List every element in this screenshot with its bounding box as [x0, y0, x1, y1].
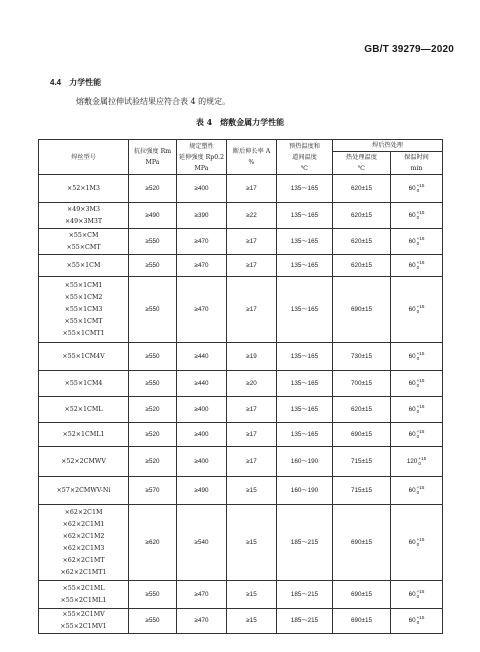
table-row: [39, 609, 443, 634]
pwht-temp-cell: 690±15: [333, 505, 391, 581]
wire-model: ×55×2C1ML: [62, 584, 105, 592]
wire-model-cell: [39, 203, 129, 229]
elongation-cell: ≥15: [227, 477, 277, 505]
yield-cell: ≥540: [177, 505, 227, 581]
table-row: [39, 343, 443, 371]
header-elongation: [227, 140, 277, 175]
tensile-cell: ≥550: [129, 371, 177, 397]
tensile-cell: ≥570: [129, 477, 177, 505]
time-minus: 0: [416, 593, 420, 599]
yield-cell: ≥440: [177, 343, 227, 371]
time-minus: 0: [416, 187, 420, 193]
time-minus: 0: [416, 489, 420, 495]
time-tolerance: [417, 351, 425, 361]
time-tolerance: [417, 404, 425, 414]
wire-model-cell: [39, 371, 129, 397]
time-tolerance: [417, 260, 425, 270]
preheat-cell: 135～165: [277, 397, 333, 423]
wire-model: ×55×1CM3: [64, 305, 103, 313]
time-tolerance: [417, 537, 425, 547]
time-minus: 0: [416, 433, 420, 439]
wire-model: ×52×1CML: [64, 405, 103, 413]
wire-model: ×55×1CMT1: [62, 329, 105, 337]
wire-model-cell: [39, 581, 129, 609]
time-base: 60: [408, 405, 416, 413]
time-tolerance: [417, 378, 425, 388]
time-tolerance: [417, 183, 425, 193]
time-base: 60: [408, 486, 416, 494]
time-plus: +15: [416, 377, 425, 383]
wire-model: ×62×2C1M3: [62, 544, 105, 552]
time-plus: +15: [416, 536, 425, 542]
header-line: ℃: [301, 164, 308, 172]
wire-model-cell: [39, 277, 129, 343]
pwht-temp-cell: 620±15: [333, 229, 391, 255]
time-base: 60: [408, 261, 416, 269]
header-line: MPa: [194, 164, 209, 172]
preheat-cell: 135～165: [277, 423, 333, 447]
tensile-cell: ≥520: [129, 175, 177, 203]
time-tolerance: [417, 589, 425, 599]
time-minus: 0: [416, 308, 420, 314]
header-line: 保温时间: [404, 154, 429, 161]
wire-model-cell: [39, 609, 129, 634]
section-heading: [50, 77, 101, 88]
preheat-cell: 135～165: [277, 255, 333, 277]
body-paragraph: 熔敷金属拉伸试验结果应符合表 4 的规定。: [76, 97, 231, 106]
time-plus: +15: [416, 403, 425, 409]
wire-model: ×55×1CM1: [64, 281, 103, 289]
pwht-time-cell: [391, 477, 443, 505]
time-base: 60: [408, 184, 416, 192]
time-minus: 0: [416, 541, 420, 547]
wire-model: ×52×1CML1: [62, 430, 105, 438]
yield-cell: ≥390: [177, 203, 227, 229]
header-tensile: [129, 140, 177, 175]
elongation-cell: ≥15: [227, 505, 277, 581]
time-base: 60: [408, 211, 416, 219]
wire-model-cell: [39, 343, 129, 371]
table-row: [39, 397, 443, 423]
preheat-cell: 160～190: [277, 477, 333, 505]
section-number: 4.4: [50, 78, 62, 87]
preheat-cell: 135～165: [277, 229, 333, 255]
yield-cell: ≥400: [177, 423, 227, 447]
time-minus: 0: [418, 460, 421, 466]
table-row: [39, 477, 443, 505]
pwht-temp-cell: 690±15: [333, 277, 391, 343]
elongation-cell: ≥17: [227, 397, 277, 423]
tensile-cell: ≥520: [129, 447, 177, 477]
yield-cell: ≥490: [177, 477, 227, 505]
tensile-cell: ≥550: [129, 229, 177, 255]
elongation-cell: ≥22: [227, 203, 277, 229]
preheat-cell: 185～215: [277, 505, 333, 581]
pwht-temp-cell: 700±15: [333, 371, 391, 397]
tensile-cell: ≥550: [129, 255, 177, 277]
pwht-temp-cell: 690±15: [333, 581, 391, 609]
yield-cell: ≥470: [177, 255, 227, 277]
wire-model: ×62×2C1MT: [62, 556, 105, 564]
tensile-cell: ≥520: [129, 423, 177, 447]
wire-model-cell: [39, 255, 129, 277]
time-base: 60: [408, 617, 416, 624]
pwht-time-cell: [391, 609, 443, 634]
table-header-row: [39, 140, 443, 152]
time-tolerance: [417, 304, 425, 314]
pwht-time-cell: [391, 505, 443, 581]
wire-model: ×55×1CMT: [64, 317, 103, 325]
time-tolerance: [417, 210, 425, 220]
time-minus: 0: [416, 620, 420, 626]
time-minus: 0: [416, 214, 420, 220]
wire-model: ×55×2C1MV: [62, 611, 105, 618]
time-tolerance: [418, 456, 426, 466]
pwht-time-cell: [391, 343, 443, 371]
header-line: 热处理温度: [346, 154, 377, 161]
wire-model: ×62×2C1MT1: [60, 568, 107, 576]
tensile-cell: ≥620: [129, 505, 177, 581]
mechanical-properties-table: [38, 139, 443, 634]
wire-model: ×62×2C1M1: [62, 520, 105, 528]
pwht-time-cell: [391, 581, 443, 609]
table-row: [39, 175, 443, 203]
elongation-cell: ≥17: [227, 175, 277, 203]
preheat-cell: 185～215: [277, 609, 333, 634]
elongation-cell: ≥17: [227, 423, 277, 447]
wire-model-cell: [39, 423, 129, 447]
preheat-cell: 135～165: [277, 343, 333, 371]
table-row: [39, 581, 443, 609]
wire-model-cell: [39, 447, 129, 477]
time-plus: +15: [416, 428, 425, 434]
wire-model: ×55×2C1ML1: [60, 596, 107, 604]
header-line: 道间温度: [292, 153, 317, 161]
time-minus: 0: [416, 355, 420, 361]
yield-cell: ≥470: [177, 609, 227, 634]
header-pwht-time: [391, 152, 443, 175]
tensile-cell: ≥490: [129, 203, 177, 229]
header-yield: [177, 140, 227, 175]
time-minus: 0: [416, 240, 420, 246]
pwht-time-cell: [391, 447, 443, 477]
elongation-cell: ≥17: [227, 277, 277, 343]
header-line: 规定塑性: [189, 142, 214, 150]
table-row: [39, 277, 443, 343]
pwht-temp-cell: 715±15: [333, 447, 391, 477]
yield-cell: ≥400: [177, 397, 227, 423]
tensile-cell: ≥550: [129, 277, 177, 343]
wire-model: ×62×2C1M: [64, 508, 103, 516]
time-plus: +15: [416, 259, 425, 265]
wire-model-cell: [39, 175, 129, 203]
time-plus: +15: [416, 615, 425, 621]
header-line: min: [410, 165, 423, 172]
elongation-cell: ≥17: [227, 255, 277, 277]
time-tolerance: [417, 485, 425, 495]
time-base: 60: [408, 430, 416, 438]
time-base: 60: [408, 305, 416, 313]
pwht-time-cell: [391, 423, 443, 447]
wire-model-cell: [39, 505, 129, 581]
wire-model: ×52×1M3: [66, 184, 101, 192]
time-tolerance: [417, 236, 425, 246]
time-plus: +15: [418, 455, 427, 461]
section-title: 力学性能: [69, 77, 102, 87]
wire-model-cell: [39, 397, 129, 423]
yield-cell: ≥400: [177, 175, 227, 203]
elongation-cell: ≥19: [227, 343, 277, 371]
yield-cell: ≥470: [177, 229, 227, 255]
pwht-temp-cell: 690±15: [333, 609, 391, 634]
time-plus: +15: [416, 235, 425, 241]
wire-model: ×49×3M3: [66, 205, 101, 213]
header-line: MPa: [145, 159, 160, 166]
elongation-cell: ≥20: [227, 371, 277, 397]
wire-model: ×55×CMT: [66, 243, 101, 251]
preheat-cell: 135～165: [277, 203, 333, 229]
table-row: [39, 255, 443, 277]
time-minus: 0: [416, 408, 420, 414]
pwht-time-cell: [391, 175, 443, 203]
wire-model-cell: [39, 229, 129, 255]
preheat-cell: 135～165: [277, 175, 333, 203]
time-minus: 0: [416, 264, 420, 270]
pwht-time-cell: [391, 255, 443, 277]
time-base: 60: [408, 237, 416, 245]
preheat-cell: 185～215: [277, 581, 333, 609]
pwht-temp-cell: 730±15: [333, 343, 391, 371]
wire-model: ×55×1CM4: [64, 379, 103, 387]
pwht-temp-cell: 620±15: [333, 203, 391, 229]
yield-cell: ≥470: [177, 581, 227, 609]
wire-model: ×62×2C1M2: [62, 532, 105, 540]
time-plus: +15: [416, 588, 425, 594]
table-caption: 表 4 熔敷金属力学性能: [195, 117, 285, 127]
time-base: 120: [406, 457, 418, 465]
table-row: [39, 447, 443, 477]
time-tolerance: [417, 429, 425, 439]
time-minus: 0: [416, 382, 420, 388]
tensile-cell: ≥550: [129, 581, 177, 609]
time-tolerance: [417, 615, 425, 625]
header-preheat: [277, 140, 333, 175]
header-line: ℃: [358, 165, 365, 172]
yield-cell: ≥400: [177, 447, 227, 477]
time-base: 60: [408, 379, 416, 387]
wire-model-cell: [39, 477, 129, 505]
time-base: 60: [408, 538, 416, 546]
header-line: 抗拉强度 Rm: [133, 148, 172, 155]
header-pwht: 焊后热处理: [333, 140, 443, 152]
pwht-time-cell: [391, 397, 443, 423]
preheat-cell: 135～165: [277, 277, 333, 343]
table-row: [39, 505, 443, 581]
preheat-cell: 160～190: [277, 447, 333, 477]
time-plus: +15: [416, 182, 425, 188]
time-plus: +15: [416, 350, 425, 356]
preheat-cell: 135～165: [277, 371, 333, 397]
time-base: 60: [408, 352, 416, 360]
wire-model: ×55×2C1MV1: [60, 623, 107, 630]
time-plus: +15: [416, 484, 425, 490]
header-line: 延伸强度 Rp0.2: [178, 153, 225, 161]
pwht-time-cell: [391, 371, 443, 397]
wire-model: ×52×2CMWV: [61, 457, 106, 465]
wire-model: ×55×1CM4V: [62, 352, 105, 360]
pwht-temp-cell: 620±15: [333, 255, 391, 277]
time-base: 60: [408, 590, 416, 598]
header-wire-model: 焊丝型号: [39, 140, 129, 175]
yield-cell: ≥440: [177, 371, 227, 397]
header-line: %: [248, 159, 255, 166]
tensile-cell: ≥550: [129, 609, 177, 634]
elongation-cell: ≥15: [227, 609, 277, 634]
wire-model: ×55×1CM2: [64, 293, 103, 301]
tensile-cell: ≥520: [129, 397, 177, 423]
header-line: 预热温度和: [289, 142, 320, 150]
header-pwht-temp: [333, 152, 391, 175]
table-row: [39, 423, 443, 447]
wire-model: ×57×2CMWV-Ni: [56, 486, 111, 494]
tensile-cell: ≥550: [129, 343, 177, 371]
wire-model: ×49×3M3T: [64, 217, 103, 225]
elongation-cell: ≥17: [227, 229, 277, 255]
yield-cell: ≥470: [177, 277, 227, 343]
table-row: [39, 229, 443, 255]
pwht-temp-cell: 620±15: [333, 397, 391, 423]
header-line: 断后伸长率 A: [232, 148, 271, 155]
elongation-cell: ≥15: [227, 581, 277, 609]
table-row: [39, 371, 443, 397]
pwht-temp-cell: 715±15: [333, 477, 391, 505]
pwht-time-cell: [391, 229, 443, 255]
standard-id: GB/T 39279—2020: [364, 44, 454, 55]
elongation-cell: ≥17: [227, 447, 277, 477]
table-row: [39, 203, 443, 229]
pwht-temp-cell: 620±15: [333, 175, 391, 203]
pwht-time-cell: [391, 277, 443, 343]
wire-model: ×55×CM: [68, 231, 99, 239]
time-plus: +15: [416, 303, 425, 309]
wire-model: ×55×1CM: [66, 261, 101, 269]
time-plus: +15: [416, 209, 425, 215]
pwht-temp-cell: 690±15: [333, 423, 391, 447]
pwht-time-cell: [391, 203, 443, 229]
